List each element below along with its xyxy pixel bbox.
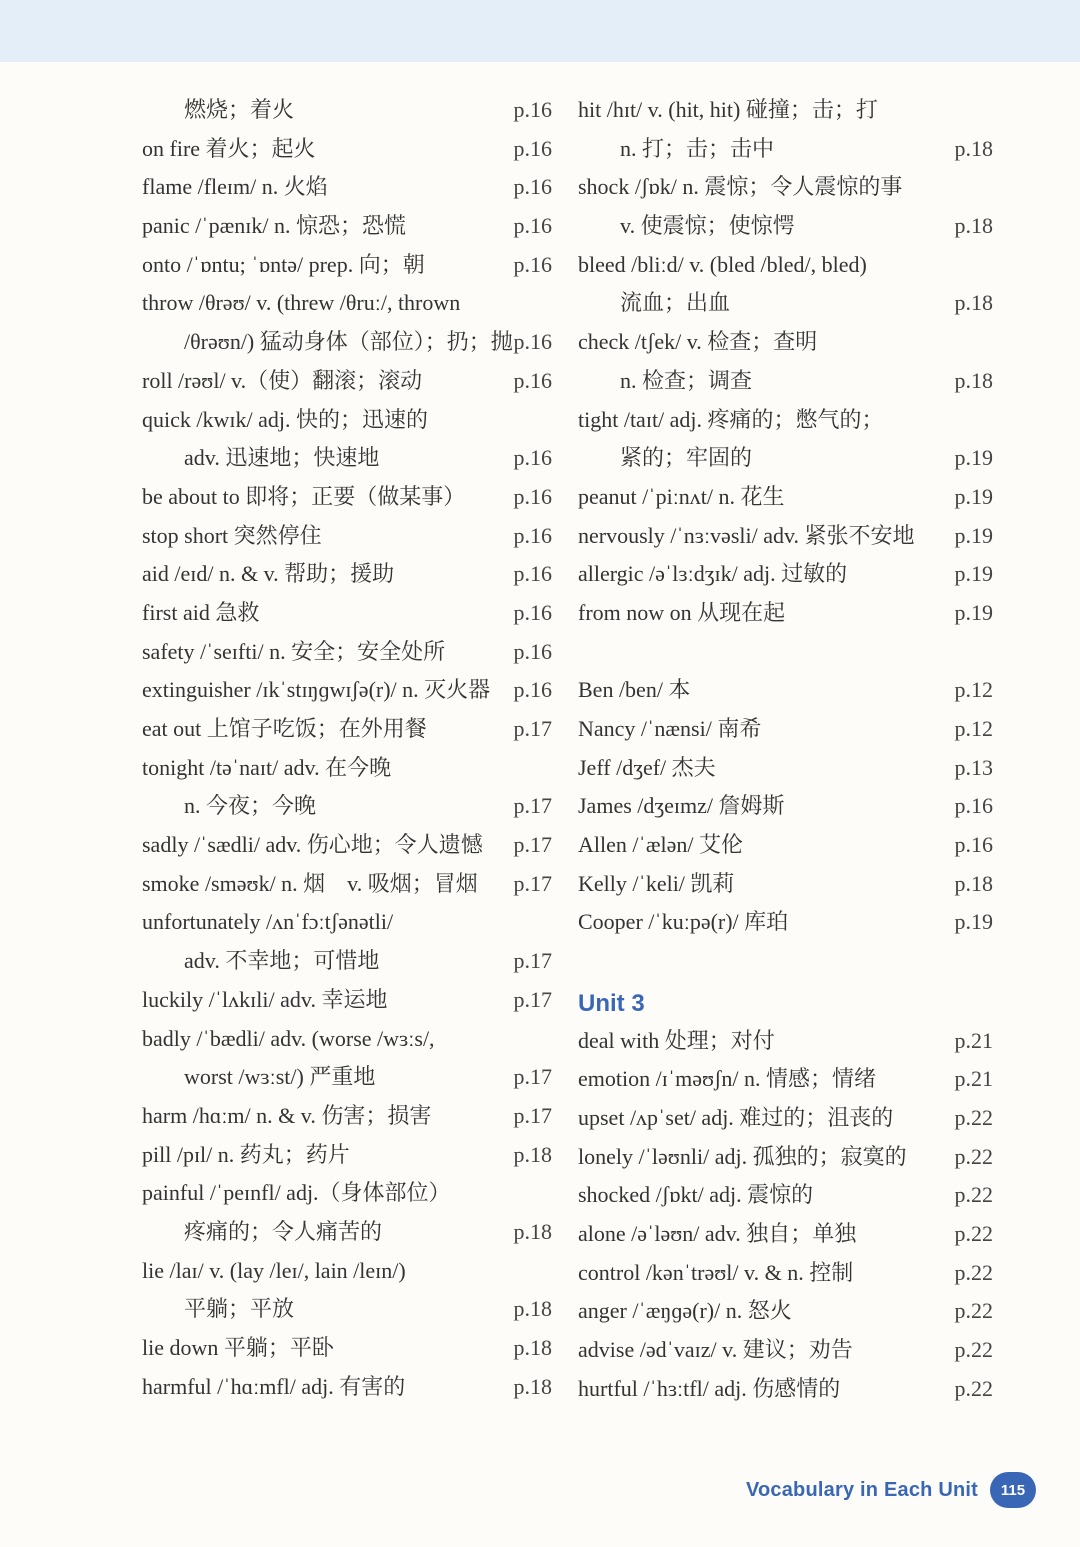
entry-text: eat out 上馆子吃饭；在外用餐 (142, 716, 427, 741)
vocab-entry (578, 1138, 993, 1177)
vocab-entry (142, 1097, 552, 1136)
entry-page-ref: p.18 (513, 1335, 552, 1360)
entry-page-ref: p.13 (954, 754, 993, 780)
entry-page-ref: p.22 (954, 1143, 993, 1169)
entry-page-ref: p.18 (954, 367, 993, 393)
entry-page-ref: p.18 (954, 870, 993, 896)
entry-page-ref: p.16 (513, 638, 552, 664)
entry-text: lie /laɪ/ v. (lay /leɪ/, lain /leɪn/) (142, 1257, 406, 1283)
vocab-entry (578, 671, 993, 710)
vocab-entry (142, 1136, 552, 1175)
entry-page-ref: p.12 (954, 677, 993, 703)
vocab-entry (578, 787, 993, 826)
vocab-entry (142, 1058, 552, 1097)
vocab-entry (142, 594, 552, 633)
spacer-row (578, 942, 993, 981)
vocab-entry (142, 246, 552, 285)
vocab-entry (578, 1176, 993, 1215)
entry-text: harm /hɑːm/ n. & v. 伤害；损害 (142, 1102, 432, 1128)
entry-text: on fire 着火；起火 (142, 135, 316, 161)
entry-page-ref: p.22 (954, 1375, 993, 1401)
entry-text: upset /ʌpˈset/ adj. 难过的；沮丧的 (578, 1104, 894, 1130)
vocab-entry (578, 903, 993, 942)
entry-text: onto /ˈɒntu; ˈɒntə/ prep. 向；朝 (142, 251, 425, 277)
vocab-entry (578, 749, 993, 788)
entry-text: emotion /ɪˈməʊʃn/ n. 情感；情绪 (578, 1066, 877, 1092)
entry-page-ref: p.18 (513, 1218, 552, 1244)
entry-text: Allen /ˈælən/ 艾伦 (578, 832, 743, 858)
entry-page-ref: p.16 (513, 97, 552, 122)
entry-text: 疼痛的；令人痛苦的 (184, 1218, 383, 1244)
vocab-entry (142, 1213, 552, 1252)
vocab-entry (578, 1099, 993, 1138)
entry-page-ref: p.18 (954, 213, 993, 239)
entry-page-ref: p.16 (513, 561, 552, 587)
entry-text: Kelly /ˈkeli/ 凯莉 (578, 870, 735, 896)
entry-text: check /tʃek/ v. 检查；查明 (578, 329, 818, 355)
vocab-entry (142, 362, 552, 401)
entry-page-ref: p.16 (513, 329, 552, 355)
vocab-entry (142, 865, 552, 904)
entry-page-ref: p.17 (513, 1102, 552, 1128)
vocab-entry (142, 981, 552, 1020)
vocab-entry (578, 362, 993, 401)
entry-text: aid /eɪd/ n. & v. 帮助；援助 (142, 561, 395, 587)
entry-text: unfortunately /ʌnˈfɔːtʃənətli/ (142, 909, 394, 935)
vocab-entry (142, 130, 552, 169)
entry-page-ref: p.16 (513, 213, 552, 239)
entry-text: v. 使震惊；使惊愕 (620, 213, 795, 239)
entry-page-ref: p.16 (513, 174, 552, 200)
vocab-entry (142, 1020, 552, 1059)
entry-text: hit /hɪt/ v. (hit, hit) 碰撞；击；打 (578, 97, 878, 122)
entry-text: adv. 不幸地；可惜地 (184, 948, 380, 974)
vocab-entry (142, 168, 552, 207)
entry-text: n. 检查；调查 (620, 367, 753, 393)
entry-page-ref: p.22 (954, 1337, 993, 1362)
vocab-entry (578, 439, 993, 478)
entry-text: n. 打；击；击中 (620, 135, 775, 161)
vocab-entry (578, 130, 993, 169)
entry-page-ref: p.17 (513, 793, 552, 819)
entry-page-ref: p.19 (954, 599, 993, 625)
entry-text: anger /ˈæŋɡə(r)/ n. 怒火 (578, 1298, 792, 1324)
entry-page-ref: p.16 (954, 832, 993, 858)
entry-page-ref: p.21 (954, 1066, 993, 1092)
entry-text: allergic /əˈlɜːdʒɪk/ adj. 过敏的 (578, 561, 848, 587)
entry-text: 紧的；牢固的 (620, 445, 753, 471)
entry-text: harmful /ˈhɑːmfl/ adj. 有害的 (142, 1373, 406, 1399)
entry-text: /θrəʊn/) 猛动身体（部位）；扔；抛 (184, 329, 513, 355)
entry-text: lie down 平躺；平卧 (142, 1335, 334, 1360)
vocab-entry (578, 826, 993, 865)
entry-text: shocked /ʃɒkt/ adj. 震惊的 (578, 1182, 814, 1208)
entry-page-ref: p.16 (513, 251, 552, 277)
entry-text: pill /pɪl/ n. 药丸；药片 (142, 1141, 350, 1167)
entry-text: tonight /təˈnaɪt/ adv. 在今晚 (142, 754, 392, 780)
vocab-entry (142, 517, 552, 556)
unit-heading: Unit 3 (578, 989, 645, 1017)
entry-text: smoke /sməʊk/ n. 烟 v. 吸烟；冒烟 (142, 870, 478, 896)
entry-page-ref: p.18 (513, 1373, 552, 1399)
entry-text: nervously /ˈnɜːvəsli/ adv. 紧张不安地 (578, 522, 915, 548)
vocab-entry (578, 168, 993, 207)
entry-page-ref: p.22 (954, 1259, 993, 1285)
entry-page-ref: p.16 (513, 522, 552, 548)
vocab-entry (142, 1329, 552, 1368)
entry-page-ref: p.16 (513, 135, 552, 161)
vocab-entry (578, 323, 993, 362)
vocab-entry (142, 91, 552, 130)
top-band (0, 0, 1080, 62)
vocab-entry (578, 246, 993, 285)
entry-page-ref: p.18 (513, 1296, 552, 1322)
entry-page-ref: p.17 (513, 832, 552, 858)
vocab-entry (578, 517, 993, 556)
page-footer (746, 1472, 1036, 1508)
entry-text: Ben /ben/ 本 (578, 677, 691, 703)
entry-text: stop short 突然停住 (142, 522, 322, 548)
vocab-entry (142, 323, 552, 362)
entry-page-ref: p.22 (954, 1182, 993, 1208)
entry-text: luckily /ˈlʌkɪli/ adv. 幸运地 (142, 986, 388, 1012)
vocab-column-left (142, 91, 552, 1406)
entry-text: adv. 迅速地；快速地 (184, 445, 380, 471)
entry-text: badly /ˈbædli/ adv. (worse /wɜːs/, (142, 1025, 435, 1051)
entry-text: throw /θrəʊ/ v. (threw /θruː/, thrown (142, 290, 461, 316)
entry-page-ref: p.21 (954, 1027, 993, 1053)
entry-text: shock /ʃɒk/ n. 震惊；令人震惊的事 (578, 174, 903, 200)
entry-page-ref: p.17 (513, 948, 552, 974)
entry-page-ref: p.16 (513, 483, 552, 509)
entry-text: safety /ˈseɪfti/ n. 安全；安全处所 (142, 638, 446, 664)
entry-text: control /kənˈtrəʊl/ v. & n. 控制 (578, 1259, 854, 1285)
entry-page-ref: p.12 (954, 716, 993, 741)
entry-page-ref: p.17 (513, 986, 552, 1012)
vocab-entry (142, 633, 552, 672)
vocab-entry (142, 207, 552, 246)
vocab-entry (578, 1292, 993, 1331)
entry-text: panic /ˈpænɪk/ n. 惊恐；恐慌 (142, 213, 406, 239)
vocab-entry (578, 555, 993, 594)
entry-text: quick /kwɪk/ adj. 快的；迅速的 (142, 406, 428, 432)
vocab-entry (142, 826, 552, 865)
vocab-entry (142, 284, 552, 323)
vocab-entry (142, 478, 552, 517)
entry-page-ref: p.16 (513, 445, 552, 471)
entry-text: Nancy /ˈnænsi/ 南希 (578, 716, 762, 741)
vocab-entry (142, 710, 552, 749)
entry-text: peanut /ˈpiːnʌt/ n. 花生 (578, 483, 785, 509)
entry-page-ref: p.19 (954, 483, 993, 509)
entry-text: 燃烧；着火 (184, 97, 295, 122)
vocab-entry (142, 942, 552, 981)
vocab-entry (578, 710, 993, 749)
vocab-entry (578, 1215, 993, 1254)
entry-text: flame /fleɪm/ n. 火焰 (142, 174, 328, 200)
entry-page-ref: p.19 (954, 909, 993, 935)
entry-text: advise /ədˈvaɪz/ v. 建议；劝告 (578, 1337, 853, 1362)
entry-text: Cooper /ˈkuːpə(r)/ 库珀 (578, 909, 789, 935)
entry-text: lonely /ˈləʊnli/ adj. 孤独的；寂寞的 (578, 1143, 907, 1169)
entry-text: n. 今夜；今晚 (184, 793, 317, 819)
entry-text: James /dʒeɪmz/ 詹姆斯 (578, 793, 785, 819)
vocab-entry (578, 1060, 993, 1099)
entry-page-ref: p.22 (954, 1220, 993, 1246)
entry-text: alone /əˈləʊn/ adv. 独自；单独 (578, 1220, 857, 1246)
vocab-entry (578, 865, 993, 904)
entry-text: from now on 从现在起 (578, 599, 786, 625)
vocab-entry (578, 284, 993, 323)
entry-text: first aid 急救 (142, 599, 260, 625)
vocab-entry (578, 594, 993, 633)
footer-title: Vocabulary in Each Unit (745, 1478, 978, 1501)
entry-page-ref: p.18 (954, 290, 993, 316)
entry-text: bleed /bliːd/ v. (bled /bled/, bled) (578, 251, 867, 277)
entry-text: hurtful /ˈhɜːtfl/ adj. 伤感情的 (578, 1375, 841, 1401)
vocab-entry (142, 787, 552, 826)
vocab-entry (578, 401, 993, 440)
entry-text: Jeff /dʒef/ 杰夫 (578, 754, 716, 780)
entry-text: be about to 即将；正要（做某事） (142, 483, 466, 509)
entry-text: extinguisher /ɪkˈstɪŋɡwɪʃə(r)/ n. 灭火器 (142, 677, 491, 703)
entry-text: roll /rəʊl/ v.（使）翻滚；滚动 (142, 367, 423, 393)
entry-text: worst /wɜːst/) 严重地 (184, 1064, 376, 1090)
entry-text: deal with 处理；对付 (578, 1027, 775, 1053)
entry-text: sadly /ˈsædli/ adv. 伤心地；令人遗憾 (142, 832, 483, 858)
entry-text: 流血；出血 (620, 290, 731, 316)
vocab-entry (578, 1331, 993, 1370)
vocab-entry (142, 671, 552, 710)
entry-page-ref: p.17 (513, 1064, 552, 1090)
spacer-row (578, 633, 993, 672)
vocab-entry (578, 1022, 993, 1061)
vocab-entry (142, 1252, 552, 1291)
vocab-entry (142, 749, 552, 788)
entry-page-ref: p.18 (513, 1141, 552, 1167)
entry-text: painful /ˈpeɪnfl/ adj.（身体部位） (142, 1180, 451, 1206)
entry-page-ref: p.16 (513, 677, 552, 703)
vocab-entry (142, 401, 552, 440)
entry-page-ref: p.19 (954, 561, 993, 587)
vocab-entry (142, 1290, 552, 1329)
vocab-entry (142, 1174, 552, 1213)
entry-page-ref: p.22 (954, 1104, 993, 1130)
vocab-entry (578, 1370, 993, 1409)
vocab-entry (578, 91, 993, 130)
entry-page-ref: p.19 (954, 522, 993, 548)
entry-page-ref: p.16 (513, 599, 552, 625)
entry-page-ref: p.18 (954, 135, 993, 161)
vocab-entry (142, 555, 552, 594)
entry-page-ref: p.17 (513, 870, 552, 896)
page-number-badge: 115 (990, 1472, 1036, 1508)
entry-page-ref: p.22 (954, 1298, 993, 1324)
entry-text: tight /taɪt/ adj. 疼痛的；憋气的； (578, 406, 884, 432)
entry-page-ref: p.16 (513, 367, 552, 393)
entry-page-ref: p.19 (954, 445, 993, 471)
vocab-entry (142, 1368, 552, 1407)
vocab-entry (578, 478, 993, 517)
entry-page-ref: p.17 (513, 716, 552, 741)
entry-text: 平躺；平放 (184, 1296, 295, 1322)
vocab-column-right (578, 91, 993, 1408)
vocab-entry (142, 439, 552, 478)
vocab-entry (578, 207, 993, 246)
vocab-entry (142, 903, 552, 942)
vocab-entry (578, 1254, 993, 1293)
entry-page-ref: p.16 (954, 793, 993, 819)
